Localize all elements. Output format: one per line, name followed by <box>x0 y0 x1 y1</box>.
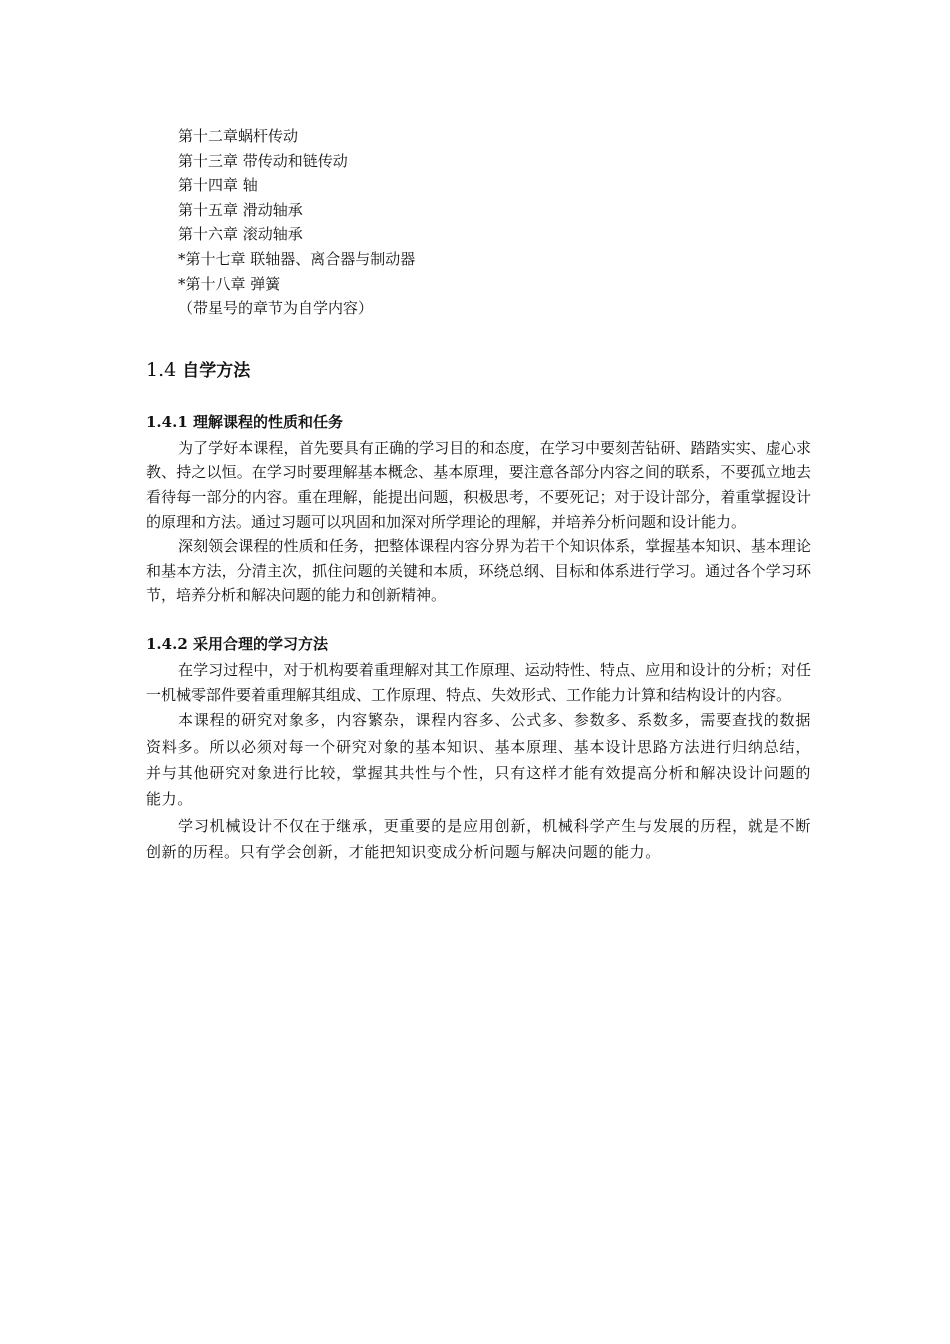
chapter-item: 第十二章蜗杆传动 <box>178 127 299 145</box>
body-paragraph: 本课程的研究对象多，内容繁杂，课程内容多、公式多、参数多、系数多，需要查找的数据资料多。所以必须对每一个研究对象的基本知识、基本原理、基本设计思路方法进行归纳总结，并与其他研究对象进行比较，掌握其共性与个性，只有这样才能有效提高分析和解决设计问题的能力。 <box>146 711 811 809</box>
section-number: 1.4 <box>146 358 177 381</box>
subsection-heading: 1.4.1 理解课程的性质和任务 <box>146 412 343 431</box>
body-paragraph: 在学习过程中，对于机构要着重理解对其工作原理、运动特性、特点、应用和设计的分析；对任一机械零部件要着重理解其组成、工作原理、特点、失效形式、工作能力计算和结构设计的内容。 <box>146 660 811 704</box>
chapter-item: *第十七章 联轴器、离合器与制动器 <box>178 249 416 268</box>
subsection-heading: 1.4.2 采用合理的学习方法 <box>146 634 328 653</box>
chapter-list <box>146 124 811 321</box>
section-heading <box>146 355 811 386</box>
body-paragraph: 学习机械设计不仅在于继承，更重要的是应用创新，机械科学产生与发展的历程，就是不断创新的历程。只有学会创新，才能把知识变成分析问题与解决问题的能力。 <box>146 816 811 862</box>
body-paragraph: 深刻领会课程的性质和任务，把整体课程内容分界为若干个知识体系，掌握基本知识、基本理论和基本方法，分清主次，抓住问题的关键和本质，环绕总纲、目标和体系进行学习。通过各个学习环节，培养分析和解决问题的能力和创新精神。 <box>146 537 811 605</box>
chapter-item: 第十三章 带传动和链传动 <box>178 151 348 170</box>
body-paragraph: 为了学好本课程，首先要具有正确的学习目的和态度，在学习中要刻苦钻研、踏踏实实、虚心求教、持之以恒。在学习时要理解基本概念、基本原理，要注意各部分内容之间的联系，不要孤立地去看待每一部分的内容。重在理解，能提出问题，积极思考，不要死记；对于设计部分，着重掌握设计的原理和方法。通过习题可以巩固和加深对所学理论的理解，并培养分析问题和设计能力。 <box>146 438 811 531</box>
chapter-item: 第十五章 滑动轴承 <box>178 200 303 219</box>
section-title: 自学方法 <box>182 360 251 381</box>
chapter-item: 第十四章 轴 <box>178 176 258 195</box>
chapter-note: （带星号的章节为自学内容） <box>178 299 374 318</box>
document-page <box>146 124 811 866</box>
chapter-item: 第十六章 滚动轴承 <box>178 225 303 244</box>
chapter-item: *第十八章 弹簧 <box>178 274 281 293</box>
